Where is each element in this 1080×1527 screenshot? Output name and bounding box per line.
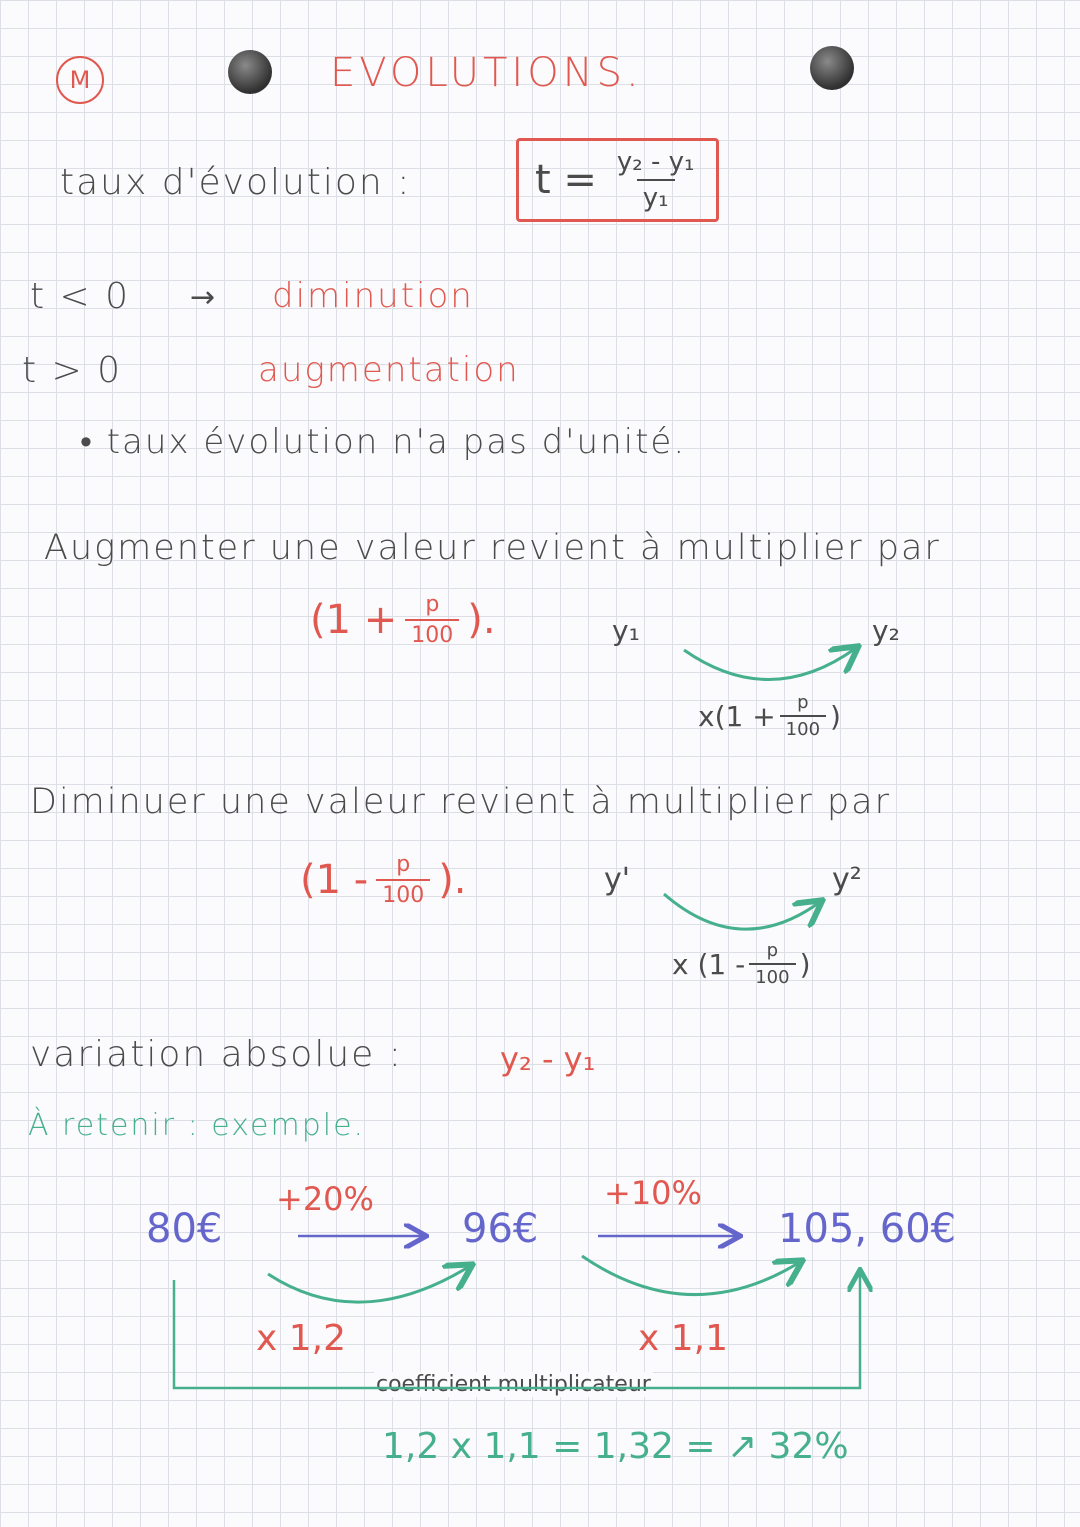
increase-mult-fraction — [780, 692, 826, 740]
decrease-multiplier — [672, 940, 811, 988]
example-result: 1,2 x 1,1 = 1,32 = ↗ 32% — [382, 1426, 849, 1467]
decrease-factor-den: 100 — [376, 879, 430, 908]
example-rate-first: +20% — [276, 1180, 374, 1218]
increase-sentence: Augmenter une valeur revient à multiplier par — [44, 528, 941, 568]
decrease-factor-open: (1 - — [300, 857, 369, 903]
decrease-factor — [300, 852, 467, 908]
unit-note: • taux évolution n'a pas d'unité. — [80, 422, 687, 462]
decrease-factor-num: p — [396, 852, 411, 877]
example-heading: À retenir : exemple. — [28, 1108, 366, 1143]
formula-denominator: y₁ — [637, 179, 675, 213]
increase-to: y₂ — [872, 614, 900, 647]
increase-mult-num: p — [797, 692, 809, 713]
increase-from: y₁ — [612, 614, 640, 647]
binder-hole-left — [228, 50, 272, 94]
page-title: EVOLUTIONS. — [330, 50, 643, 96]
increase-mult-den: 100 — [780, 715, 826, 740]
increase-multiplier — [698, 692, 841, 740]
example-value-end: 105, 60€ — [778, 1206, 957, 1252]
m-badge — [56, 56, 104, 104]
m-badge-letter: M — [69, 66, 91, 94]
formula-lhs: t = — [535, 157, 597, 203]
decrease-mult-fraction — [749, 940, 795, 988]
increase-factor-close: ). — [467, 597, 496, 643]
decrease-mult-den: 100 — [749, 963, 795, 988]
rule-negative-meaning: diminution — [272, 276, 474, 316]
rule-negative-arrow: → — [190, 280, 216, 315]
decrease-mult-prefix: x (1 - — [672, 947, 746, 981]
formula-label: taux d'évolution : — [60, 162, 412, 203]
formula-box — [516, 138, 719, 222]
rule-negative-condition: t < 0 — [30, 276, 131, 317]
decrease-mult-num: p — [766, 940, 779, 961]
example-multiplier-second: x 1,1 — [638, 1318, 728, 1359]
increase-mult-prefix: x(1 + — [698, 699, 776, 733]
increase-factor-open: (1 + — [310, 597, 398, 643]
example-value-middle: 96€ — [462, 1206, 539, 1252]
decrease-arc-arrow — [664, 894, 820, 929]
multiplier-arc-second — [582, 1256, 800, 1295]
decrease-factor-fraction — [376, 852, 430, 908]
absolute-value: y₂ - y₁ — [500, 1040, 596, 1078]
increase-factor — [310, 592, 496, 648]
decrease-sentence: Diminuer une valeur revient à multiplier par — [30, 782, 891, 822]
binder-hole-right — [810, 46, 854, 90]
example-rate-second: +10% — [604, 1174, 702, 1212]
increase-factor-num: p — [425, 592, 440, 617]
increase-mult-close: ) — [830, 699, 841, 733]
increase-factor-den: 100 — [405, 619, 459, 648]
increase-factor-fraction — [405, 592, 459, 648]
example-multiplier-first: x 1,2 — [256, 1318, 346, 1359]
decrease-mult-close: ) — [799, 947, 811, 981]
formula-fraction — [611, 147, 701, 213]
multiplier-arc-first — [268, 1266, 470, 1302]
decrease-from: y' — [604, 862, 631, 897]
increase-arc-arrow — [684, 648, 856, 680]
rule-positive-meaning: augmentation — [258, 350, 520, 390]
decrease-to: y² — [832, 862, 862, 897]
absolute-label: variation absolue : — [30, 1034, 403, 1075]
rule-positive-condition: t > 0 — [22, 350, 123, 391]
example-value-start: 80€ — [146, 1206, 223, 1252]
bracket-label: coefficient multiplicateur — [376, 1372, 651, 1397]
decrease-factor-close: ). — [438, 857, 467, 903]
formula-numerator: y₂ - y₁ — [616, 147, 695, 177]
